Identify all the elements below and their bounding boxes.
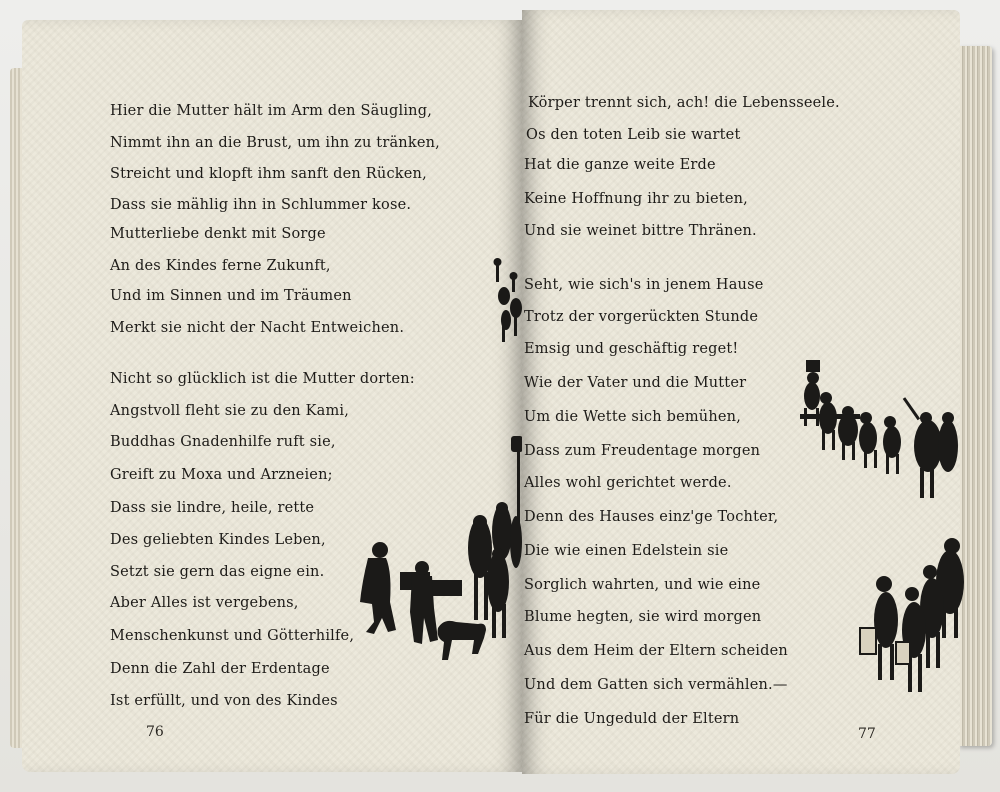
text-line: Denn des Hauses einz'ge Tochter, bbox=[524, 509, 779, 525]
text-line: Os den toten Leib sie wartet bbox=[526, 127, 741, 143]
left-page bbox=[22, 20, 522, 772]
text-line: Und dem Gatten sich vermählen.— bbox=[524, 677, 788, 693]
text-line: An des Kindes ferne Zukunft, bbox=[110, 258, 331, 274]
text-line: Setzt sie gern das eigne ein. bbox=[110, 564, 325, 580]
text-line: Dass sie lindre, heile, rette bbox=[110, 500, 315, 516]
text-line: Streicht und klopft ihm sanft den Rücken, bbox=[110, 166, 427, 182]
text-line: Des geliebten Kindes Leben, bbox=[110, 532, 326, 548]
text-line: Und im Sinnen und im Träumen bbox=[110, 288, 352, 304]
text-line: Menschenkunst und Götterhilfe, bbox=[110, 628, 355, 644]
page-number: 76 bbox=[146, 724, 164, 740]
text-line: Nicht so glücklich ist die Mutter dorten: bbox=[110, 371, 415, 387]
water-carriers-silhouette bbox=[856, 532, 966, 702]
text-line: Sorglich wahrten, und wie eine bbox=[524, 577, 761, 593]
text-line: Körper trennt sich, ach! die Lebensseele. bbox=[528, 95, 840, 111]
procession-silhouette-small bbox=[484, 256, 524, 346]
text-line: Alles wohl gerichtet werde. bbox=[524, 475, 732, 491]
text-line: Greift zu Moxa und Arzneien; bbox=[110, 467, 333, 483]
page-number: 77 bbox=[858, 726, 876, 742]
text-line: Wie der Vater und die Mutter bbox=[524, 375, 747, 391]
procession-silhouette bbox=[790, 356, 960, 506]
right-page bbox=[522, 10, 960, 774]
text-line: Und sie weinet bittre Thränen. bbox=[524, 223, 757, 239]
text-line: Denn die Zahl der Erdentage bbox=[110, 661, 330, 677]
funeral-figures-silhouette bbox=[352, 432, 522, 672]
text-line: Trotz der vorgerückten Stunde bbox=[524, 309, 759, 325]
text-line: Keine Hoffnung ihr zu bieten, bbox=[524, 191, 748, 207]
text-line: Ist erfüllt, und von des Kindes bbox=[110, 693, 338, 709]
text-line: Hat die ganze weite Erde bbox=[524, 157, 716, 173]
text-line: Mutterliebe denkt mit Sorge bbox=[110, 226, 326, 242]
text-line: Aber Alles ist vergebens, bbox=[110, 595, 299, 611]
text-line: Buddhas Gnadenhilfe ruft sie, bbox=[110, 434, 336, 450]
text-line: Blume hegten, sie wird morgen bbox=[524, 609, 762, 625]
text-line: Dass sie mählig ihn in Schlummer kose. bbox=[110, 197, 412, 213]
text-line: Um die Wette sich bemühen, bbox=[524, 409, 742, 425]
text-line: Für die Ungeduld der Eltern bbox=[524, 711, 740, 727]
text-line: Aus dem Heim der Eltern scheiden bbox=[524, 643, 788, 659]
text-line: Hier die Mutter hält im Arm den Säugling, bbox=[110, 103, 433, 119]
text-line: Die wie einen Edelstein sie bbox=[524, 543, 729, 559]
text-line: Angstvoll fleht sie zu den Kami, bbox=[110, 403, 350, 419]
open-book bbox=[10, 8, 992, 780]
text-line: Nimmt ihn an die Brust, um ihn zu tränken, bbox=[110, 135, 440, 151]
text-line: Seht, wie sich's in jenem Hause bbox=[524, 277, 764, 293]
text-line: Dass zum Freudentage morgen bbox=[524, 443, 761, 459]
text-line: Merkt sie nicht der Nacht Entweichen. bbox=[110, 320, 405, 336]
text-line: Emsig und geschäftig reget! bbox=[524, 341, 739, 357]
